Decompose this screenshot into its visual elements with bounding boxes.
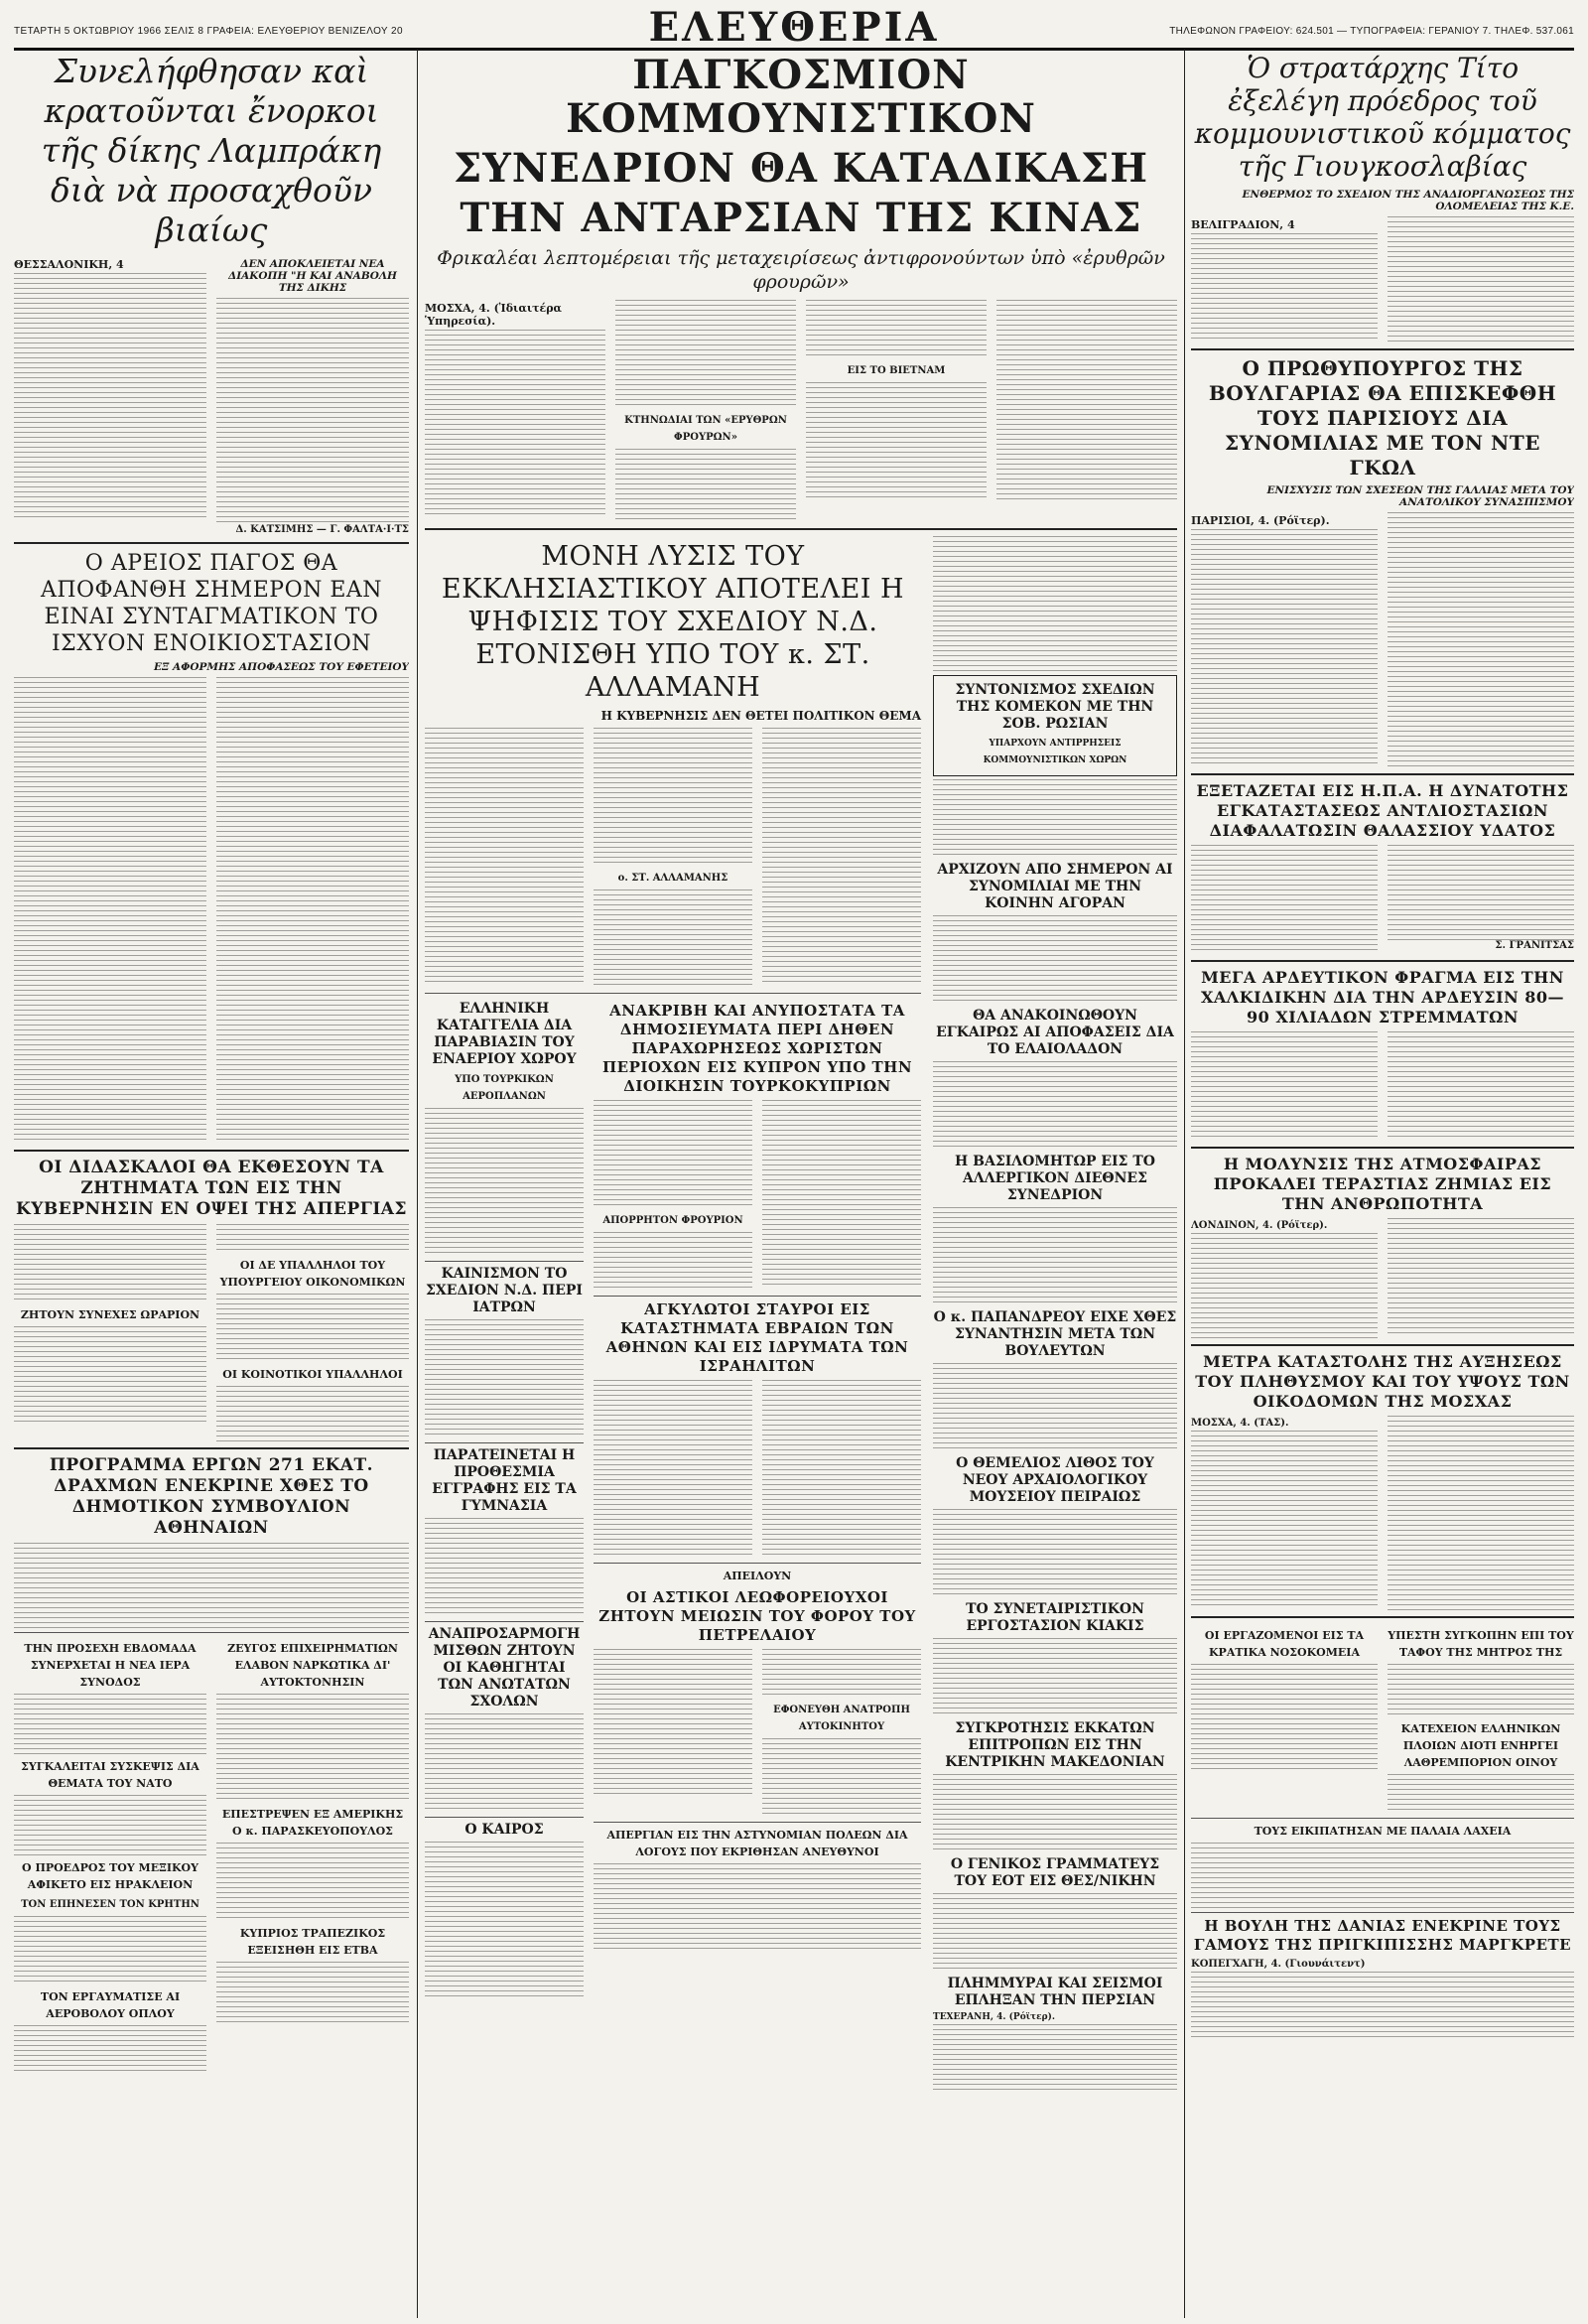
dateline: ΠΑΡΙΣΙΟΙ, 4. (Ρόϊτερ). bbox=[1191, 514, 1330, 527]
headline-police: ΑΠΕΡΓΙΑΝ ΕΙΣ ΤΗΝ ΑΣΤΥΝΟΜΙΑΝ ΠΟΛΕΩΝ ΔΙΑ ΛΟΓΟΥΣ ΠΟΥ ΕΚΡΙΘΗΣΑΝ ΑΝΕΥΘΥΝΟΙ bbox=[606, 1829, 908, 1858]
divider bbox=[425, 993, 921, 994]
article-body bbox=[216, 1843, 409, 1922]
headline-tomb: ΥΠΕΣΤΗ ΣΥΓΚΟΠΗΝ ΕΠΙ ΤΟΥ ΤΑΦΟΥ ΤΗΣ ΜΗΤΡΟΣ ΤΗΣ bbox=[1388, 1629, 1574, 1659]
article-body bbox=[425, 1713, 584, 1813]
byline: Δ. ΚΑΤΣΙΜΗΣ — Γ. ΦΑΛΤΑ·Ι·ΤΣ bbox=[235, 524, 409, 535]
subheadline: ΟΙ ΔΕ ΥΠΑΛΛΗΛΟΙ ΤΟΥ ΥΠΟΥΡΓΕΙΟΥ ΟΙΚΟΝΟΜΙΚΩΝ bbox=[219, 1259, 406, 1289]
subheadline: ΤΟΝ ΕΠΗΝΕΣΕΝ ΤΟΝ ΚΡΗΤΗΝ bbox=[21, 1899, 199, 1910]
headline-common-market: ΑΡΧΙΖΟΥΝ ΑΠΟ ΣΗΜΕΡΟΝ ΑΙ ΣΥΝΟΜΙΛΙΑΙ ΜΕ ΤΗΝ ΚΟΙΝΗΝ ΑΓΟΡΑΝ bbox=[937, 862, 1173, 911]
article-body bbox=[594, 728, 752, 867]
headline-ships: ΚΑΤΕΧΕΙΟΝ ΕΛΛΗΝΙΚΩΝ ΠΛΟΙΩΝ ΔΙΟΤΙ ΕΝΗΡΓΕΙ ΛΑΘΡΕΜΠΟΡΙΟΝ ΟΙΝΟΥ bbox=[1400, 1722, 1561, 1769]
article-body bbox=[14, 1224, 206, 1303]
divider bbox=[425, 1621, 584, 1622]
article-body bbox=[615, 300, 796, 409]
column-divider bbox=[417, 50, 418, 2318]
headline-areios-pagos: Ο ΑΡΕΙΟΣ ΠΑΓΟΣ ΘΑ ΑΠΟΦΑΝΘΗ ΣΗΜΕΡΟΝ ΕΑΝ ΕΙΝΑΙ ΣΥΝΤΑΓΜΑΤΙΚΟΝ ΤΟ ΙΣΧΥΟΝ ΕΝΟΙΚΙΟΣΤΑΣΙΟΝ bbox=[40, 551, 383, 656]
article-body bbox=[216, 298, 409, 524]
article-body bbox=[933, 1893, 1177, 1973]
article-body bbox=[1388, 1031, 1574, 1141]
headline-nato: ΣΥΓΚΑΛΕΙΤΑΙ ΣΥΣΚΕΨΙΣ ΔΙΑ ΘΕΜΑΤΑ ΤΟΥ ΝΑΤΟ bbox=[21, 1760, 199, 1790]
article-body bbox=[762, 1649, 921, 1699]
headline-salaries: ΑΝΑΠΡΟΣΑΡΜΟΓΗ ΜΙΣΘΩΝ ΖΗΤΟΥΝ ΟΙ ΚΑΘΗΓΗΤΑΙ ΤΩΝ ΑΝΩΤΑΤΩΝ ΣΧΟΛΩΝ bbox=[428, 1626, 581, 1709]
article-body bbox=[594, 1380, 752, 1559]
article-body bbox=[762, 1380, 921, 1559]
article-body bbox=[1191, 1843, 1574, 1908]
divider bbox=[1191, 1344, 1574, 1346]
article-body bbox=[933, 1061, 1177, 1151]
headline-iran-quake: ΠΛΗΜΜΥΡΑΙ ΚΑΙ ΣΕΙΣΜΟΙ ΕΠΛΗΞΑΝ ΤΗΝ ΠΕΡΣΙΑΝ bbox=[947, 1976, 1163, 2008]
column-center bbox=[425, 50, 1177, 2318]
headline-desalination: ΕΞΕΤΑΖΕΤΑΙ ΕΙΣ Η.Π.Α. Η ΔΥΝΑΤΟΤΗΣ ΕΓΚΑΤΑΣΤΑΣΕΩΣ ΑΝΤΛΙΟΣΤΑΣΙΩΝ ΔΙΑΦΑΛΑΤΩΣΙΝ ΘΑΛΑΣΣΙΟΥ ΥΔΑΤΟΣ bbox=[1196, 781, 1569, 840]
dateline: ΜΟΣΧΑ, 4. (ΤΑΣ). bbox=[1191, 1418, 1289, 1429]
subheadline: ΔΕΝ ΑΠΟΚΛΕΙΕΤΑΙ ΝΕΑ ΔΙΑΚΟΠΗ "Η ΚΑΙ ΑΝΑΒΟΛΗ ΤΗΣ ΔΙΚΗΣ bbox=[228, 258, 397, 294]
subheadline: ΕΝΘΕΡΜΟΣ ΤΟ ΣΧΕΔΙΟΝ ΤΗΣ ΑΝΑΔΙΟΡΓΑΝΩΣΕΩΣ ΤΗΣ ΟΛΟΜΕΛΕΙΑΣ ΤΗΣ Κ.Ε. bbox=[1242, 189, 1574, 212]
divider bbox=[1191, 348, 1574, 350]
article-body bbox=[14, 1543, 409, 1628]
article-body bbox=[762, 1100, 921, 1285]
article-body bbox=[594, 1232, 752, 1292]
lead-headline-line1: ΠΑΓΚΟΣΜΙΟΝ ΚΟΜΜΟΥΝΙΣΤΙΚΟΝ bbox=[566, 52, 1036, 142]
article-body bbox=[933, 915, 1177, 1005]
article-body bbox=[594, 1863, 921, 1953]
article-body bbox=[216, 1694, 409, 1803]
article-body bbox=[1388, 1416, 1574, 1610]
article-body bbox=[806, 300, 987, 359]
article-body bbox=[425, 1518, 584, 1617]
article-body bbox=[1191, 529, 1378, 767]
article-body bbox=[762, 728, 921, 986]
dateline: ΚΟΠΕΓΧΑΓΗ, 4. (Γιουνάιτεντ) bbox=[1191, 1959, 1366, 1970]
lead-headline-tito: Ὁ στρατάρχης Τίτο ἐξελέγη πρόεδρος τοῦ κομμουνιστικοῦ κόμματος τῆς Γιουγκοσλαβίας bbox=[1194, 52, 1571, 183]
boxed-story bbox=[933, 675, 1177, 776]
article-body bbox=[594, 1649, 752, 1798]
date-line: ΤΕΤΑΡΤΗ 5 ΟΚΤΩΒΡΙΟΥ 1966 ΣΕΛΙΣ 8 ΓΡΑΦΕΙΑ: ΕΛΕΥΘΕΡΙΟΥ ΒΕΝΙΖΕΛΟΥ 20 bbox=[14, 26, 403, 37]
divider bbox=[1191, 960, 1574, 962]
divider bbox=[425, 1442, 584, 1443]
article-body bbox=[933, 2024, 1177, 2094]
headline-narcotics: ΖΕΥΓΟΣ ΕΠΙΧΕΙΡΗΜΑΤΙΩΝ ΕΛΑΒΟΝ ΝΑΡΚΩΤΙΚΑ ΔΙ' ΑΥΤΟΚΤΟΝΗΣΙΝ bbox=[227, 1642, 398, 1689]
article-body bbox=[14, 1916, 206, 1985]
column-divider bbox=[1184, 50, 1185, 2318]
lead-headline-line3: ΤΗΝ ΑΝΤΑΡΣΙΑΝ ΤΗΣ ΚΙΝΑΣ bbox=[460, 195, 1142, 241]
headline-olive-oil: ΘΑ ΑΝΑΚΟΙΝΩΘΟΥΝ ΕΓΚΑΙΡΩΣ ΑΙ ΑΠΟΦΑΣΕΙΣ ΔΙΑ ΤΟ ΕΛΑΙΟΛΑΔΟΝ bbox=[936, 1008, 1174, 1057]
headline-committees: ΣΥΓΚΡΟΤΗΣΙΣ ΕΚΚΑΤΩΝ ΕΠΙΤΡΟΠΩΝ ΕΙΣ ΤΗΝ ΚΕΝΤΡΙΚΗΝ ΜΑΚΕΔΟΝΙΑΝ bbox=[945, 1720, 1165, 1770]
column-left bbox=[14, 50, 409, 2318]
article-body bbox=[216, 1294, 409, 1363]
headline-church: ΜΟΝΗ ΛΥΣΙΣ ΤΟΥ ΕΚΚΛΗΣΙΑΣΤΙΚΟΥ ΑΠΟΤΕΛΕΙ Η ΨΗΦΙΣΙΣ ΤΟΥ ΣΧΕΔΙΟΥ Ν.Δ. ΕΤΟΝΙΣΘΗ ΥΠΟ ΤΟΥ κ. ΣΤ. ΑΛΛΑΜΑΝΗ bbox=[441, 541, 905, 703]
article-body bbox=[216, 1386, 409, 1441]
divider bbox=[14, 1447, 409, 1449]
headline-eot: Ο ΓΕΝΙΚΟΣ ΓΡΑΜΜΑΤΕΥΣ ΤΟΥ ΕΟΤ ΕΙΣ ΘΕΣ/ΝΙΚΗΝ bbox=[950, 1856, 1160, 1889]
article-body bbox=[1388, 512, 1574, 766]
lead-deck: Φρικαλέαι λεπτομέρειαι τῆς μεταχειρίσεως ἀντιφρονούντων ὑπὸ «ἐρυθρῶν φρουρῶν» bbox=[437, 247, 1165, 293]
headline-hospital-workers: ΟΙ ΕΡΓΑΖΟΜΕΝΟΙ ΕΙΣ ΤΑ ΚΡΑΤΙΚΑ ΝΟΣΟΚΟΜΕΙΑ bbox=[1204, 1629, 1365, 1659]
headline-doctors: ΚΑΙΝΙΣΜΟΝ ΤΟ ΣΧΕΔΙΟΝ Ν.Δ. ΠΕΡΙ ΙΑΤΡΩΝ bbox=[426, 1266, 583, 1315]
kicker: ΑΠΕΙΛΟΥΝ bbox=[723, 1570, 792, 1582]
column-right bbox=[1191, 50, 1574, 2318]
article-body bbox=[933, 1774, 1177, 1853]
article-body bbox=[425, 1108, 584, 1257]
article-body bbox=[933, 1509, 1177, 1598]
headline-cyprus: ΑΝΑΚΡΙΒΗ ΚΑΙ ΑΝΥΠΟΣΤΑΤΑ ΤΑ ΔΗΜΟΣΙΕΥΜΑΤΑ ΠΕΡΙ ΔΗΘΕΝ ΠΑΡΑΧΩΡΗΣΕΩΣ ΧΩΡΙΣΤΩΝ ΠΕΡΙΟΧΩΝ ΕΙΣ ΚΥΠΡΟΝ ΥΠΟ ΤΗΝ ΔΙΟΙΚΗΣΙΝ ΤΟΥΡΚΟΚΥΠΡΙΩΝ bbox=[601, 1002, 913, 1095]
divider bbox=[14, 1150, 409, 1152]
article-body bbox=[1388, 1664, 1574, 1717]
headline-museum: Ο ΘΕΜΕΛΙΟΣ ΛΙΘΟΣ ΤΟΥ ΝΕΟΥ ΑΡΧΑΙΟΛΟΓΙΚΟΥ ΜΟΥΣΕΙΟΥ ΠΕΙΡΑΙΩΣ bbox=[956, 1455, 1154, 1505]
article-body bbox=[1191, 233, 1378, 342]
article-body bbox=[425, 1842, 584, 2000]
article-body bbox=[425, 728, 584, 986]
headline-queen-mother: Η ΒΑΣΙΛΟΜΗΤΩΡ ΕΙΣ ΤΟ ΑΛΛΕΡΓΙΚΟΝ ΔΙΕΘΝΕΣ ΣΥΝΕΔΡΙΟΝ bbox=[955, 1154, 1155, 1203]
divider bbox=[425, 528, 1177, 530]
masthead bbox=[14, 4, 1574, 51]
dateline: ΘΕΣΣΑΛΟΝΙΚΗ, 4 bbox=[14, 258, 124, 271]
divider bbox=[594, 1822, 921, 1823]
article-body bbox=[216, 1224, 409, 1254]
newspaper-title: ΕΛΕΥΘΕΡΙΑ bbox=[648, 4, 940, 51]
article-body bbox=[1388, 1774, 1574, 1814]
divider bbox=[14, 542, 409, 544]
divider bbox=[1191, 1147, 1574, 1149]
lead-headline-line2: ΣΥΝΕΔΡΙΟΝ ΘΑ ΚΑΤΑΔΙΚΑΣΗ bbox=[453, 145, 1149, 192]
article-body bbox=[1191, 1664, 1378, 1773]
divider bbox=[425, 1261, 584, 1262]
headline-swastikas: ΑΓΚΥΛΩΤΟΙ ΣΤΑΥΡΟΙ ΕΙΣ ΚΑΤΑΣΤΗΜΑΤΑ ΕΒΡΑΙΩΝ ΤΩΝ ΑΘΗΝΩΝ ΚΑΙ ΕΙΣ ΙΔΡΥΜΑΤΑ ΤΩΝ ΙΣΡΑΗΛΙΤΩΝ bbox=[605, 1300, 909, 1375]
article-body bbox=[1191, 1972, 1574, 2041]
divider bbox=[594, 1563, 921, 1564]
headline-comecon: ΣΥΝΤΟΝΙΣΜΟΣ ΣΧΕΔΙΩΝ ΤΗΣ ΚΟΜΕΚΟΝ ΜΕ ΤΗΝ ΣΟΒ. ΡΩΣΙΑΝ bbox=[955, 682, 1155, 732]
article-body bbox=[933, 779, 1177, 859]
article-body bbox=[806, 382, 987, 501]
article-body bbox=[1191, 1233, 1378, 1338]
divider bbox=[1191, 1818, 1574, 1819]
headline-denmark: Η ΒΟΥΛΗ ΤΗΣ ΔΑΝΙΑΣ ΕΝΕΚΡΙΝΕ ΤΟΥΣ ΓΑΜΟΥΣ ΤΗΣ ΠΡΙΓΚΙΠΙΣΣΗΣ ΜΑΡΓΚΡΕΤΕ bbox=[1193, 1917, 1572, 1954]
headline-airspace: ΕΛΛΗΝΙΚΗ ΚΑΤΑΓΓΕΛΙΑ ΔΙΑ ΠΑΡΑΒΙΑΣΙΝ ΤΟΥ ΕΝΑΕΡΙΟΥ ΧΩΡΟΥ bbox=[432, 1001, 577, 1067]
headline-moscow: ΜΕΤΡΑ ΚΑΤΑΣΤΟΛΗΣ ΤΗΣ ΑΥΞΗΣΕΩΣ ΤΟΥ ΠΛΗΘΥΣΜΟΥ ΚΑΙ ΤΟΥ ΥΨΟΥΣ ΤΩΝ ΟΙΚΟΔΟΜΩΝ ΤΗΣ ΜΟΣΧΑΣ bbox=[1195, 1352, 1570, 1411]
article-body bbox=[14, 273, 206, 521]
article-body bbox=[1388, 845, 1574, 940]
signature: ο. ΣΤ. ΑΛΛΑΜΑΝΗΣ bbox=[617, 873, 728, 884]
article-body bbox=[14, 677, 206, 1144]
divider bbox=[425, 1817, 584, 1818]
article-body bbox=[216, 677, 409, 1144]
article-body bbox=[762, 1738, 921, 1818]
subheadline: ΕΝΙΣΧΥΣΙΣ ΤΩΝ ΣΧΕΣΕΩΝ ΤΗΣ ΓΑΛΛΙΑΣ ΜΕΤΑ ΤΟΥ ΑΝΑΤΟΛΙΚΟΥ ΣΥΝΑΣΠΙΣΜΟΥ bbox=[1266, 484, 1574, 508]
article-body bbox=[1191, 1431, 1378, 1609]
headline-dam: ΜΕΓΑ ΑΡΔΕΥΤΙΚΟΝ ΦΡΑΓΜΑ ΕΙΣ ΤΗΝ ΧΑΛΚΙΔΙΚΗΝ ΔΙΑ ΤΗΝ ΑΡΔΕΥΣΙΝ 80—90 ΧΙΛΙΑΔΩΝ ΣΤΡΕΜΜΑΤΩΝ bbox=[1200, 968, 1565, 1026]
dateline: ΜΟΣΧΑ, 4. (Ἰδιαιτέρα Ὑπηρεσία). bbox=[425, 302, 563, 328]
headline-air-rifle: ΤΟΝ ΕΡΓΑΥΜΑΤΙΣΕ ΑΙ ΑΕΡΟΒΟΛΟΥ ΟΠΛΟΥ bbox=[40, 1990, 181, 2020]
subheadline: ΖΗΤΟΥΝ ΣΥΝΕΧΕΣ ΩΡΑΡΙΟΝ bbox=[20, 1308, 200, 1321]
article-body bbox=[425, 330, 605, 518]
phone-line: ΤΗΛΕΦΩΝΟΝ ΓΡΑΦΕΙΟΥ: 624.501 — ΤΥΠΟΓΡΑΦΕΙΑ: ΓΕΡΑΝΙΟΥ 7. ΤΗΛΕΦ. 537.061 bbox=[1169, 26, 1574, 37]
subheadline: ΕΞ ΑΦΟΡΜΗΣ ΑΠΟΦΑΣΕΩΣ ΤΟΥ ΕΦΕΤΕΙΟΥ bbox=[154, 661, 409, 673]
article-body bbox=[1388, 1218, 1574, 1337]
headline-gymnasia: ΠΑΡΑΤΕΙΝΕΤΑΙ Η ΠΡΟΘΕΣΜΙΑ ΕΓΓΡΑΦΗΣ ΕΙΣ ΤΑ ΓΥΜΝΑΣΙΑ bbox=[432, 1447, 577, 1514]
article-body bbox=[933, 1207, 1177, 1306]
subheadline: ΑΠΟΡΡΗΤΟΝ ΦΡΟΥΡΙΟΝ bbox=[602, 1215, 743, 1226]
headline-papandreou: Ο κ. ΠΑΠΑΝΔΡΕΟΥ ΕΙΧΕ ΧΘΕΣ ΣΥΝΑΝΤΗΣΙΝ ΜΕΤΑ ΤΩΝ ΒΟΥΛΕΥΤΩΝ bbox=[933, 1309, 1177, 1359]
article-body bbox=[1388, 216, 1574, 342]
article-body bbox=[933, 1638, 1177, 1717]
article-body bbox=[425, 1319, 584, 1438]
headline-synod: ΤΗΝ ΠΡΟΣΕΧΗ ΕΒΔΟΜΑΔΑ ΣΥΝΕΡΧΕΤΑΙ Η ΝΕΑ ΙΕΡΑ ΣΥΝΟΔΟΣ bbox=[24, 1642, 197, 1689]
article-body bbox=[933, 1363, 1177, 1452]
subheadline: Η ΚΥΒΕΡΝΗΣΙΣ ΔΕΝ ΘΕΤΕΙ ΠΟΛΙΤΙΚΟΝ ΘΕΜΑ bbox=[600, 709, 921, 723]
article-body bbox=[933, 536, 1177, 675]
headline-works-program: ΠΡΟΓΡΑΜΜΑ ΕΡΓΩΝ 271 ΕΚΑΤ. ΔΡΑΧΜΩΝ ΕΝΕΚΡΙΝΕ ΧΘΕΣ ΤΟ ΔΗΜΟΤΙΚΟΝ ΣΥΜΒΟΥΛΙΟΝ ΑΘΗΝΑΙΩΝ bbox=[49, 1455, 374, 1538]
subheadline: ΚΤΗΝΩΔΙΑΙ ΤΩΝ «ΕΡΥΘΡΩΝ ΦΡΟΥΡΩΝ» bbox=[624, 415, 787, 443]
article-body bbox=[594, 889, 752, 989]
dateline: ΒΕΛΙΓΡΑΔΙΟΝ, 4 bbox=[1191, 218, 1295, 231]
headline-pollution: Η ΜΟΛΥΝΣΙΣ ΤΗΣ ΑΤΜΟΣΦΑΙΡΑΣ ΠΡΟΚΑΛΕΙ ΤΕΡΑΣΤΙΑΣ ΖΗΜΙΑΣ ΕΙΣ ΤΗΝ ΑΝΘΡΩΠΟΤΗΤΑ bbox=[1213, 1155, 1552, 1213]
headline-bulgaria: Ο ΠΡΩΘΥΠΟΥΡΓΟΣ ΤΗΣ ΒΟΥΛΓΑΡΙΑΣ ΘΑ ΕΠΙΣΚΕΦΘΗ ΤΟΥΣ ΠΑΡΙΣΙΟΥΣ ΔΙΑ ΣΥΝΟΜΙΛΙΑΣ ΜΕ ΤΟΝ ΝΤΕ ΓΚΩΛ bbox=[1208, 356, 1557, 479]
subheadline: ΥΠΟ ΤΟΥΡΚΙΚΩΝ ΑΕΡΟΠΛΑΝΩΝ bbox=[455, 1074, 554, 1102]
divider bbox=[1191, 1616, 1574, 1618]
article-body bbox=[594, 1100, 752, 1209]
headline-cypriot-banker: ΚΥΠΡΙΟΣ ΤΡΑΠΕΖΙΚΟΣ ΕΞΕΙΣΗΘΗ ΕΙΣ ΕΤΒΑ bbox=[239, 1927, 386, 1957]
divider bbox=[1191, 773, 1574, 775]
headline-weather: Ο ΚΑΙΡΟΣ bbox=[464, 1822, 544, 1838]
article-body bbox=[216, 1962, 409, 2025]
headline-factory: ΤΟ ΣΥΝΕΤΑΙΡΙΣΤΙΚΟΝ ΕΡΓΟΣΤΑΣΙΟΝ ΚΙΑΚΙΣ bbox=[966, 1601, 1144, 1634]
divider bbox=[1191, 1912, 1574, 1913]
divider bbox=[594, 1296, 921, 1297]
headline-car: ΕΦΟΝΕΥΘΗ ΑΝΑΤΡΟΠΗ ΑΥΤΟΚΙΝΗΤΟΥ bbox=[773, 1705, 910, 1732]
article-body bbox=[1191, 1031, 1378, 1141]
headline-lottery: ΤΟΥΣ ΕΙΚΙΠΑΤΗΣΑΝ ΜΕ ΠΑΛΑΙΑ ΛΑΧΕΙΑ bbox=[1254, 1825, 1512, 1838]
headline-mexico: Ο ΠΡΟΕΔΡΟΣ ΤΟΥ ΜΕΞΙΚΟΥ ΑΦΙΚΕΤΟ ΕΙΣ ΗΡΑΚΛΕΙΟΝ bbox=[22, 1861, 198, 1891]
article-body bbox=[14, 2025, 206, 2075]
article-body bbox=[14, 1795, 206, 1856]
dateline: ΤΕΧΕΡΑΝΗ, 4. (Ρόϊτερ). bbox=[933, 2012, 1055, 2022]
article-body bbox=[14, 1694, 206, 1755]
lead-headline-lambrakis: Συνελήφθησαν καὶ κρατοῦνται ἔνορκοι τῆς δίκης Λαμπράκη διὰ νὰ προσαχθοῦν βιαίως bbox=[41, 52, 382, 249]
headline-return-america: ΕΠΕΣΤΡΕΨΕΝ ΕΞ ΑΜΕΡΙΚΗΣ Ο κ. ΠΑΡΑΣΚΕΥΟΠΟΥΛΟΣ bbox=[221, 1808, 404, 1838]
columns bbox=[14, 50, 1574, 2318]
divider bbox=[14, 1632, 409, 1633]
article-body bbox=[996, 300, 1177, 502]
byline: Σ. ΓΡΑΝΙΤΣΑΣ bbox=[1495, 940, 1574, 951]
subheadline: ΟΙ ΚΟΙΝΟΤΙΚΟΙ ΥΠΑΛΛΗΛΟΙ bbox=[222, 1368, 403, 1381]
headline-teachers: ΟΙ ΔΙΔΑΣΚΑΛΟΙ ΘΑ ΕΚΘΕΣΟΥΝ ΤΑ ΖΗΤΗΜΑΤΑ ΤΩΝ ΕΙΣ ΤΗΝ ΚΥΒΕΡΝΗΣΙΝ ΕΝ ΟΨΕΙ ΤΗΣ ΑΠΕΡΓΙΑΣ bbox=[16, 1158, 407, 1219]
dateline: ΛΟΝΔΙΝΟΝ, 4. (Ρόϊτερ). bbox=[1191, 1220, 1328, 1231]
article-body bbox=[1191, 845, 1378, 954]
article-body bbox=[615, 449, 796, 522]
subheadline: ΕΙΣ ΤΟ ΒΙΕΤΝΑΜ bbox=[847, 365, 946, 376]
article-body bbox=[14, 1326, 206, 1426]
headline-buses: ΟΙ ΑΣΤΙΚΟΙ ΛΕΩΦΟΡΕΙΟΥΧΟΙ ΖΗΤΟΥΝ ΜΕΙΩΣΙΝ ΤΟΥ ΦΟΡΟΥ ΤΟΥ ΠΕΤΡΕΛΑΙΟΥ bbox=[598, 1588, 916, 1644]
subheadline: ΥΠΑΡΧΟΥΝ ΑΝΤΙΡΡΗΣΕΙΣ ΚΟΜΜΟΥΝΙΣΤΙΚΩΝ ΧΩΡΩΝ bbox=[983, 739, 1127, 765]
